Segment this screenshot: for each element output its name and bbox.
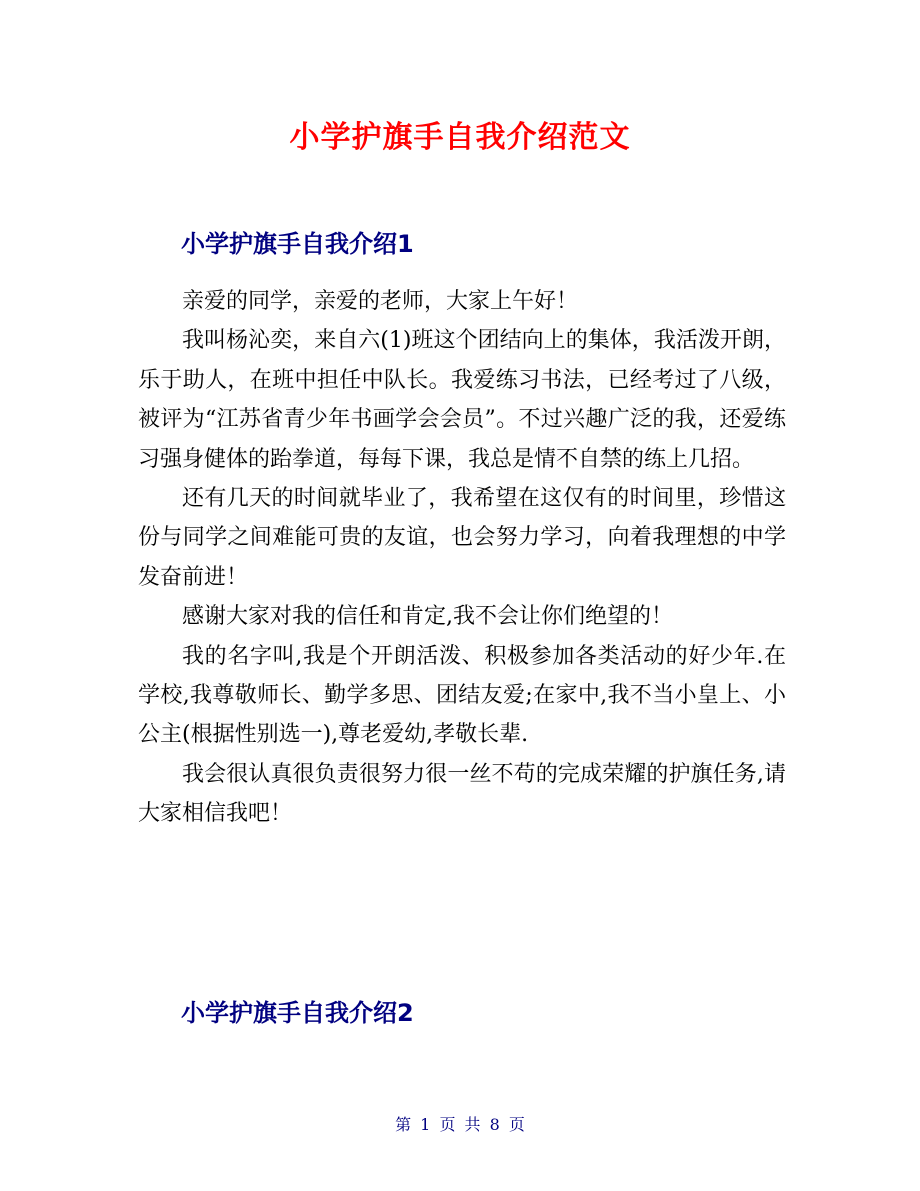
paragraph-graduation: 还有几天的时间就毕业了，我希望在这仅有的时间里，珍惜这份与同学之间难能可贵的友谊，也会努力学习，向着我理想的中学发奋前进！ [138,486,786,590]
paragraph-greeting: 亲爱的同学，亲爱的老师，大家上午好！ [182,289,579,314]
paragraph-name: 我的名字叫,我是个开朗活泼、积极参加各类活动的好少年.在学校,我尊敬师长、勤学多思、团结友爱;在家中,我不当小皇上、小公主(根据性别选一),尊老爱幼,孝敬长辈. [138,643,786,748]
paragraph-intro: 我叫杨沁奕，来自六(1)班这个团结向上的集体，我活泼开朗，乐于助人，在班中担任中队长。我爱练习书法，已经考过了八级，被评为“江苏省青少年书画学会会员”。不过兴趣广泛的我，还爱练习强身健体的跆拳道，每每下课，我总是情不自禁的练上几招。 [138,328,786,472]
section-1-body [138,282,786,834]
section-heading-1: 小学护旗手自我介绍1 [181,230,414,258]
page-footer: 第 1 页 共 8 页 [395,1115,525,1134]
section-heading-2: 小学护旗手自我介绍2 [181,999,414,1027]
paragraph-thanks: 感谢大家对我的信任和肯定,我不会让你们绝望的！ [182,604,673,630]
paragraph-promise: 我会很认真很负责很努力很一丝不苟的完成荣耀的护旗任务,请大家相信我吧！ [138,761,786,827]
document-title: 小学护旗手自我介绍范文 [289,120,631,155]
